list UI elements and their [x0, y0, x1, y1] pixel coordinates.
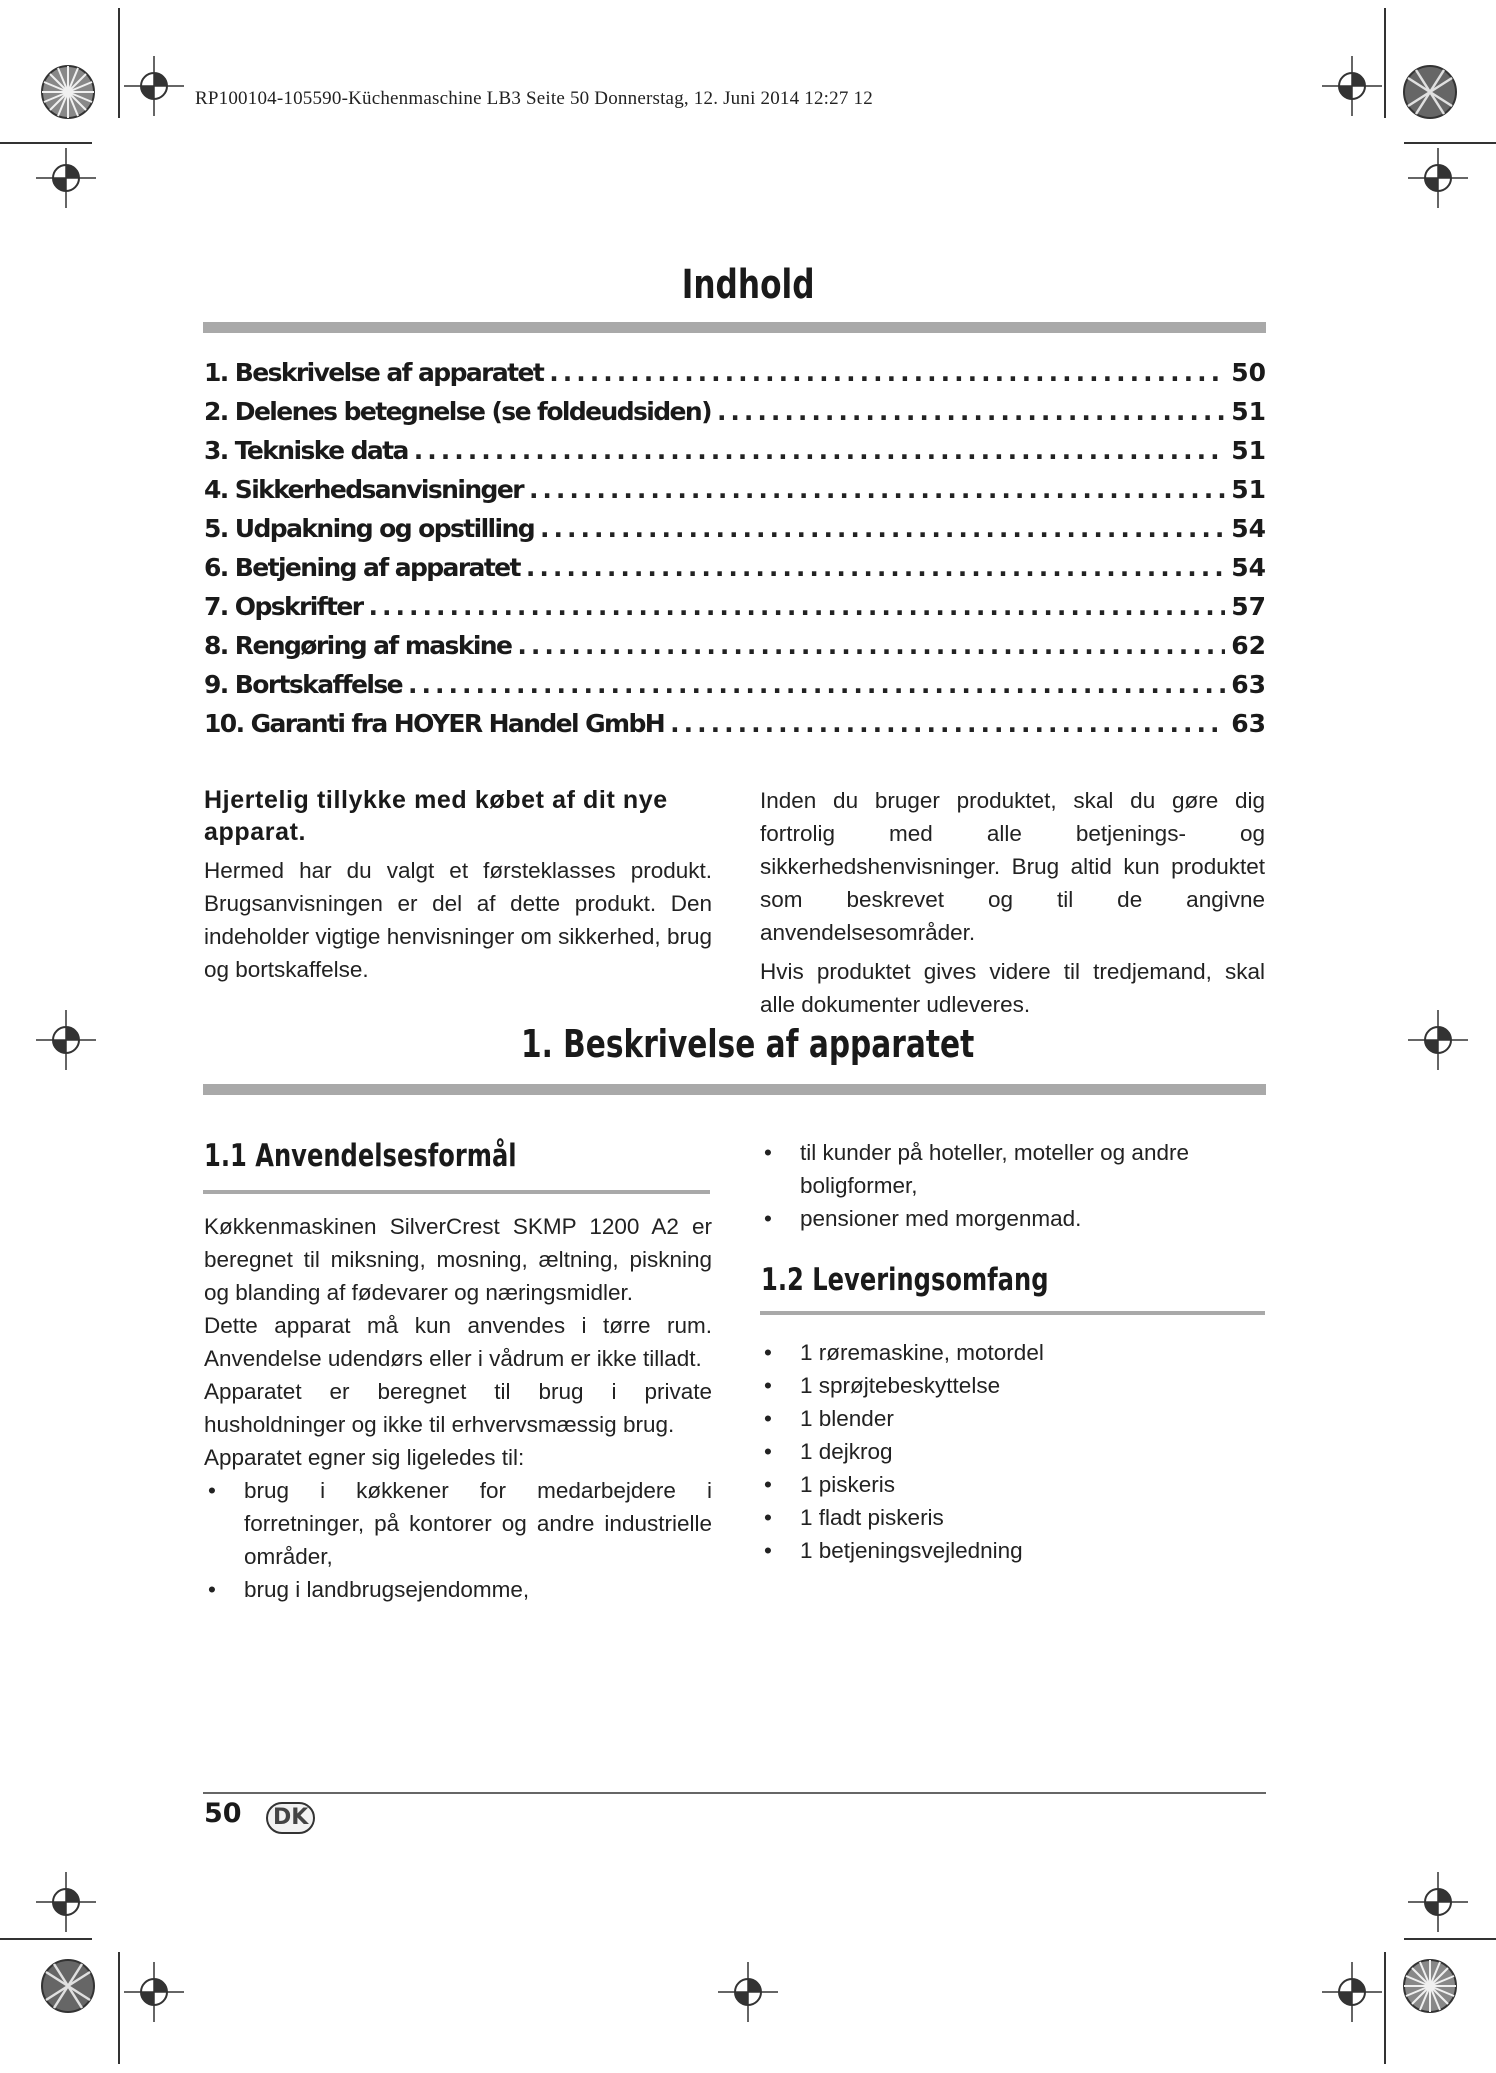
intro-left-text: Hermed har du valgt et førsteklasses produkt. Brugsanvisningen er del af dette produkt. Den indeholder vigtige henvisninger om sikkerhed, brug og bortskaffelse.: [204, 858, 712, 982]
uses-list: [204, 1474, 712, 1606]
crop-line-top-right-h: [1404, 142, 1496, 144]
intro-right-text-1: Inden du bruger produktet, skal du gøre dig fortrolig med alle betjenings- og sikkerhedshenvisninger. Brug altid kun produktet som beskrevet og til de angivne anvendelsesområder.: [760, 788, 1265, 945]
list-item: • 1 dejkrog: [760, 1435, 1265, 1468]
list-item: • brug i landbrugsejendomme,: [204, 1573, 712, 1606]
list-item: • brug i køkkener for medarbejdere i forretninger, på kontorer og andre industrielle områder,: [204, 1474, 712, 1573]
crop-line-top-right-v: [1384, 8, 1386, 118]
subsection-title-delivery: 1.2 Leveringsomfang: [761, 1262, 1049, 1298]
registration-mark-bottom-left: [124, 1962, 184, 2022]
registration-mark-upper-left: [36, 148, 96, 208]
toc-entry[interactable]: 4. Sikkerhedsanvisninger ..... 51: [204, 475, 1266, 514]
list-item: • 1 fladt piskeris: [760, 1501, 1265, 1534]
list-item: • 1 sprøjtebeskyttelse: [760, 1369, 1265, 1402]
purpose-paragraph-2: Dette apparat må kun anvendes i tørre rum. Anvendelse udendørs eller i vådrum er ikke tilladt.: [204, 1313, 712, 1371]
crop-line-bottom-right-v: [1384, 1952, 1386, 2064]
subsection-rule-right: [760, 1311, 1265, 1315]
toc-entry[interactable]: 2. Delenes betegnelse (se foldeudsiden) ..... 51: [204, 397, 1266, 436]
language-badge: DK: [266, 1802, 315, 1834]
list-item: • pensioner med morgenmad.: [760, 1202, 1265, 1235]
intro-heading: Hjertelig tillykke med købet af dit nye apparat.: [204, 786, 668, 846]
crop-line-bottom-right-h: [1404, 1938, 1496, 1940]
list-item: • 1 betjeningsvejledning: [760, 1534, 1265, 1567]
crop-line-bottom-left-v: [118, 1952, 120, 2064]
toc-entry[interactable]: 3. Tekniske data ..... 51: [204, 436, 1266, 475]
toc-entry[interactable]: 6. Betjening af apparatet ..... 54: [204, 553, 1266, 592]
purpose-paragraph-1: Køkkenmaskinen SilverCrest SKMP 1200 A2 er beregnet til miksning, mosning, æltning, piskning og blanding af fødevarer og næringsmidler.: [204, 1214, 712, 1305]
registration-mark-bottom-center: [718, 1962, 778, 2022]
subsection-title-purpose: 1.1 Anvendelsesformål: [204, 1138, 517, 1174]
crop-line-top-left-h: [0, 142, 92, 144]
section-rule: [203, 1084, 1266, 1095]
intro-left-column: [204, 784, 712, 986]
registration-mark-top-left: [124, 56, 184, 116]
toc-entry[interactable]: 10. Garanti fra HOYER Handel GmbH ..... 63: [204, 709, 1266, 748]
registration-mark-bottom-right: [1322, 1962, 1382, 2022]
registration-mark-lower-right: [1408, 1872, 1468, 1932]
crop-line-top-left-v: [118, 8, 120, 118]
uses-list-continued: [760, 1136, 1265, 1235]
table-of-contents: [204, 358, 1266, 748]
intro-right-text-2: Hvis produktet gives videre til tredjemand, skal alle dokumenter udleveres.: [760, 959, 1265, 1017]
list-item: • 1 røremaskine, motordel: [760, 1336, 1265, 1369]
calibration-target-bottom-right: [1402, 1958, 1458, 2014]
registration-mark-top-right: [1322, 56, 1382, 116]
crop-line-bottom-left-h: [0, 1938, 92, 1940]
registration-mark-upper-right: [1408, 148, 1468, 208]
purpose-paragraph-3: Apparatet er beregnet til brug i private husholdninger og ikke til erhvervsmæssig brug.: [204, 1379, 712, 1437]
toc-entry[interactable]: 1. Beskrivelse af apparatet ..... 50: [204, 358, 1266, 397]
footer-rule: [203, 1792, 1266, 1794]
section-title: 1. Beskrivelse af apparatet: [521, 1022, 975, 1066]
registration-mark-lower-left: [36, 1872, 96, 1932]
list-item: • 1 blender: [760, 1402, 1265, 1435]
calibration-target-top-left: [40, 64, 96, 120]
calibration-target-bottom-left: [40, 1958, 96, 2014]
list-item: • til kunder på hoteller, moteller og andre boligformer,: [760, 1136, 1265, 1202]
list-item: • 1 piskeris: [760, 1468, 1265, 1501]
subsection-rule-left: [203, 1190, 710, 1194]
delivery-list: [760, 1336, 1265, 1567]
intro-right-column: [760, 784, 1265, 1021]
toc-entry[interactable]: 7. Opskrifter ..... 57: [204, 592, 1266, 631]
toc-entry[interactable]: 5. Udpakning og opstilling ..... 54: [204, 514, 1266, 553]
print-slug-header: RP100104-105590-Küchenmaschine LB3 Seite 50 Donnerstag, 12. Juni 2014 12:27 12: [195, 88, 873, 109]
purpose-body: [204, 1210, 712, 1606]
page-title: Indhold: [681, 262, 815, 308]
purpose-paragraph-4: Apparatet egner sig ligeledes til:: [204, 1445, 525, 1470]
page-number: 50: [204, 1798, 242, 1829]
calibration-target-top-right: [1402, 64, 1458, 120]
toc-entry[interactable]: 8. Rengøring af maskine ..... 62: [204, 631, 1266, 670]
title-rule: [203, 322, 1266, 333]
toc-entry[interactable]: 9. Bortskaffelse ..... 63: [204, 670, 1266, 709]
